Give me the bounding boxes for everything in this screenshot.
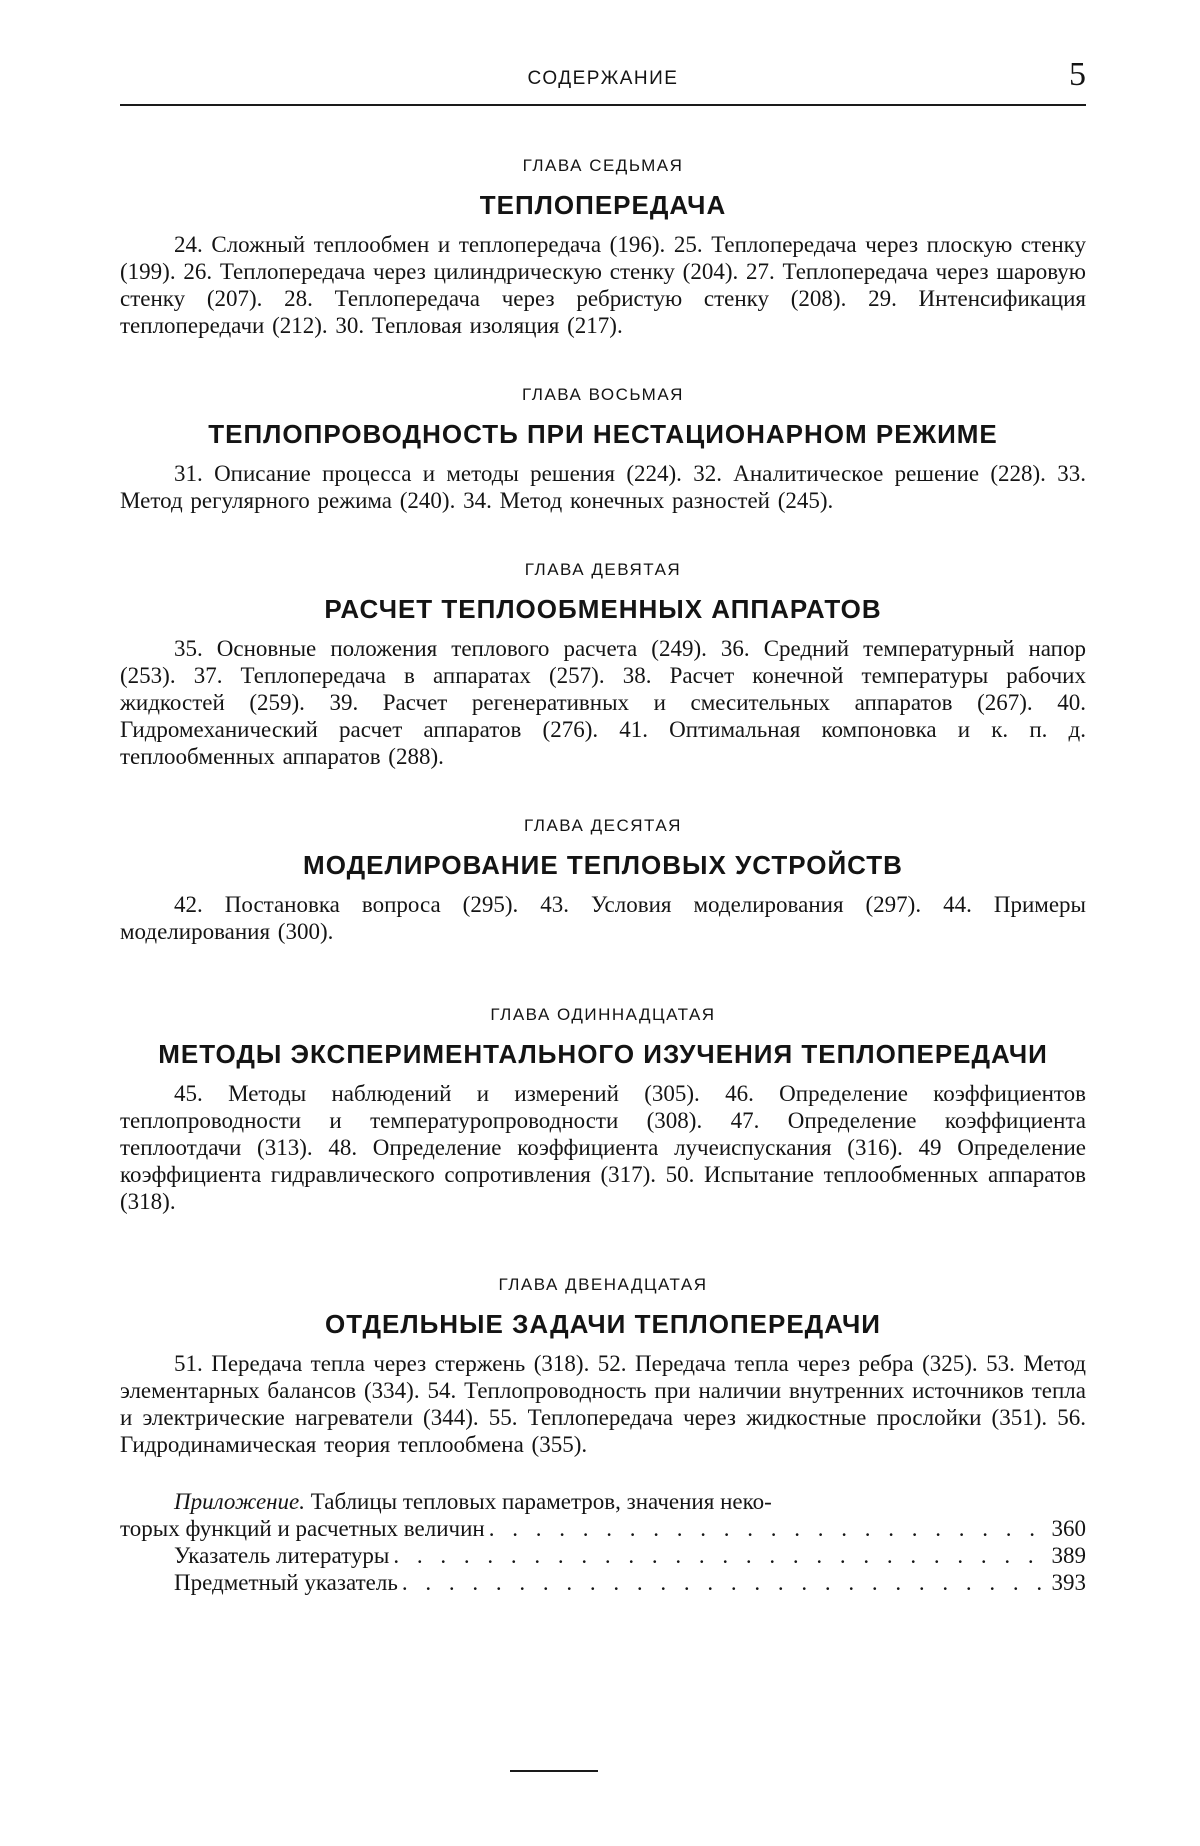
chapter-sections: 51. Передача тепла через стержень (318). 52. Передача тепла через ребра (325). 53. Метод элементарных балансов (334). 54. Теплопроводность при наличии внутренних источников тепла и электрические нагреватели (344). 55. Теплопередача через жидкостные прослойки (351). 56. Гидродинамическая теория теплообмена (355).: [120, 1351, 1086, 1457]
end-rule: [510, 1770, 598, 1772]
chapter-8: [120, 385, 1086, 514]
appendix-title-line2: торых функций и расчетных величин: [120, 1516, 485, 1541]
subject-index-page: 393: [1051, 1570, 1086, 1595]
chapter-title: ОТДЕЛЬНЫЕ ЗАДАЧИ ТЕПЛОПЕРЕДАЧИ: [325, 1309, 881, 1339]
chapter-sections: 35. Основные положения теплового расчета (249). 36. Средний температурный напор (253). 37. Теплопередача в аппаратах (257). 38. Расчет конечной температуры рабочих жидкостей (259). 39. Расчет регенеративных и смесительных аппаратов (267). 40. Гидромеханический расчет аппаратов (276). 41. Оптимальная компоновка и к. п. д. теплообменных аппаратов (288).: [120, 636, 1086, 769]
running-title: СОДЕРЖАНИЕ: [527, 68, 679, 89]
chapter-sections: 42. Постановка вопроса (295). 43. Условия моделирования (297). 44. Примеры моделирования (300).: [120, 892, 1086, 944]
chapter-7: [120, 156, 1086, 339]
references-label: Указатель литературы: [174, 1543, 390, 1568]
dot-leader: [402, 1569, 1048, 1596]
chapter-sections: 31. Описание процесса и методы решения (224). 32. Аналитическое решение (228). 33. Метод регулярного режима (240). 34. Метод конечных разностей (245).: [120, 461, 1086, 513]
references-entry: [120, 1542, 1086, 1569]
contents-page: [120, 56, 1086, 1596]
subject-index-label: Предметный указатель: [174, 1570, 398, 1595]
dot-leader: [393, 1542, 1047, 1569]
chapter-11: [120, 1005, 1086, 1215]
chapter-title: МЕТОДЫ ЭКСПЕРИМЕНТАЛЬНОГО ИЗУЧЕНИЯ ТЕПЛОПЕРЕДАЧИ: [158, 1039, 1048, 1069]
chapter-title: РАСЧЕТ ТЕПЛООБМЕННЫХ АППАРАТОВ: [324, 594, 882, 624]
chapter-sections: 45. Методы наблюдений и измерений (305). 46. Определение коэффициентов теплопроводности и температуропроводности (308). 47. Определение коэффициента теплоотдачи (313). 48. Определение коэффициента лучеиспускания (316). 49 Определение коэффициента гидравлического сопротивления (317). 50. Испытание теплообменных аппаратов (318).: [120, 1081, 1086, 1214]
chapter-title: ТЕПЛОПЕРЕДАЧА: [479, 190, 727, 220]
appendix-entry: [120, 1488, 1086, 1515]
chapter-label: ГЛАВА ВОСЬМАЯ: [522, 385, 684, 404]
page-number: 5: [1069, 56, 1086, 93]
chapter-label: ГЛАВА ДЕВЯТАЯ: [524, 560, 682, 579]
chapter-label: ГЛАВА ДЕСЯТАЯ: [524, 816, 682, 835]
chapter-title: ТЕПЛОПРОВОДНОСТЬ ПРИ НЕСТАЦИОНАРНОМ РЕЖИМЕ: [208, 419, 998, 449]
chapter-9: [120, 560, 1086, 770]
chapter-title: МОДЕЛИРОВАНИЕ ТЕПЛОВЫХ УСТРОЙСТВ: [303, 850, 903, 880]
chapter-10: [120, 816, 1086, 945]
references-page: 389: [1051, 1543, 1086, 1568]
appendix-page: 360: [1051, 1516, 1086, 1541]
chapter-sections: 24. Сложный теплообмен и теплопередача (196). 25. Теплопередача через плоскую стенку (199). 26. Теплопередача через цилиндрическую стенку (204). 27. Теплопередача через шаровую стенку (207). 28. Теплопередача через ребристую стенку (208). 29. Интенсификация теплопередачи (212). 30. Тепловая изоляция (217).: [120, 232, 1086, 338]
chapter-label: ГЛАВА ОДИННАДЦАТАЯ: [490, 1005, 716, 1024]
dot-leader: [489, 1515, 1048, 1542]
chapter-label: ГЛАВА ДВЕНАДЦАТАЯ: [498, 1275, 708, 1294]
running-head: [120, 56, 1086, 106]
chapter-label: ГЛАВА СЕДЬМАЯ: [522, 156, 684, 175]
appendix-title-line1: Таблицы тепловых параметров, значения неко-: [310, 1489, 772, 1514]
appendix-label: Приложение.: [174, 1489, 306, 1514]
subject-index-entry: [120, 1569, 1086, 1596]
appendix-entry-line2: [120, 1515, 1086, 1542]
back-matter: [120, 1488, 1086, 1596]
chapter-12: [120, 1275, 1086, 1458]
